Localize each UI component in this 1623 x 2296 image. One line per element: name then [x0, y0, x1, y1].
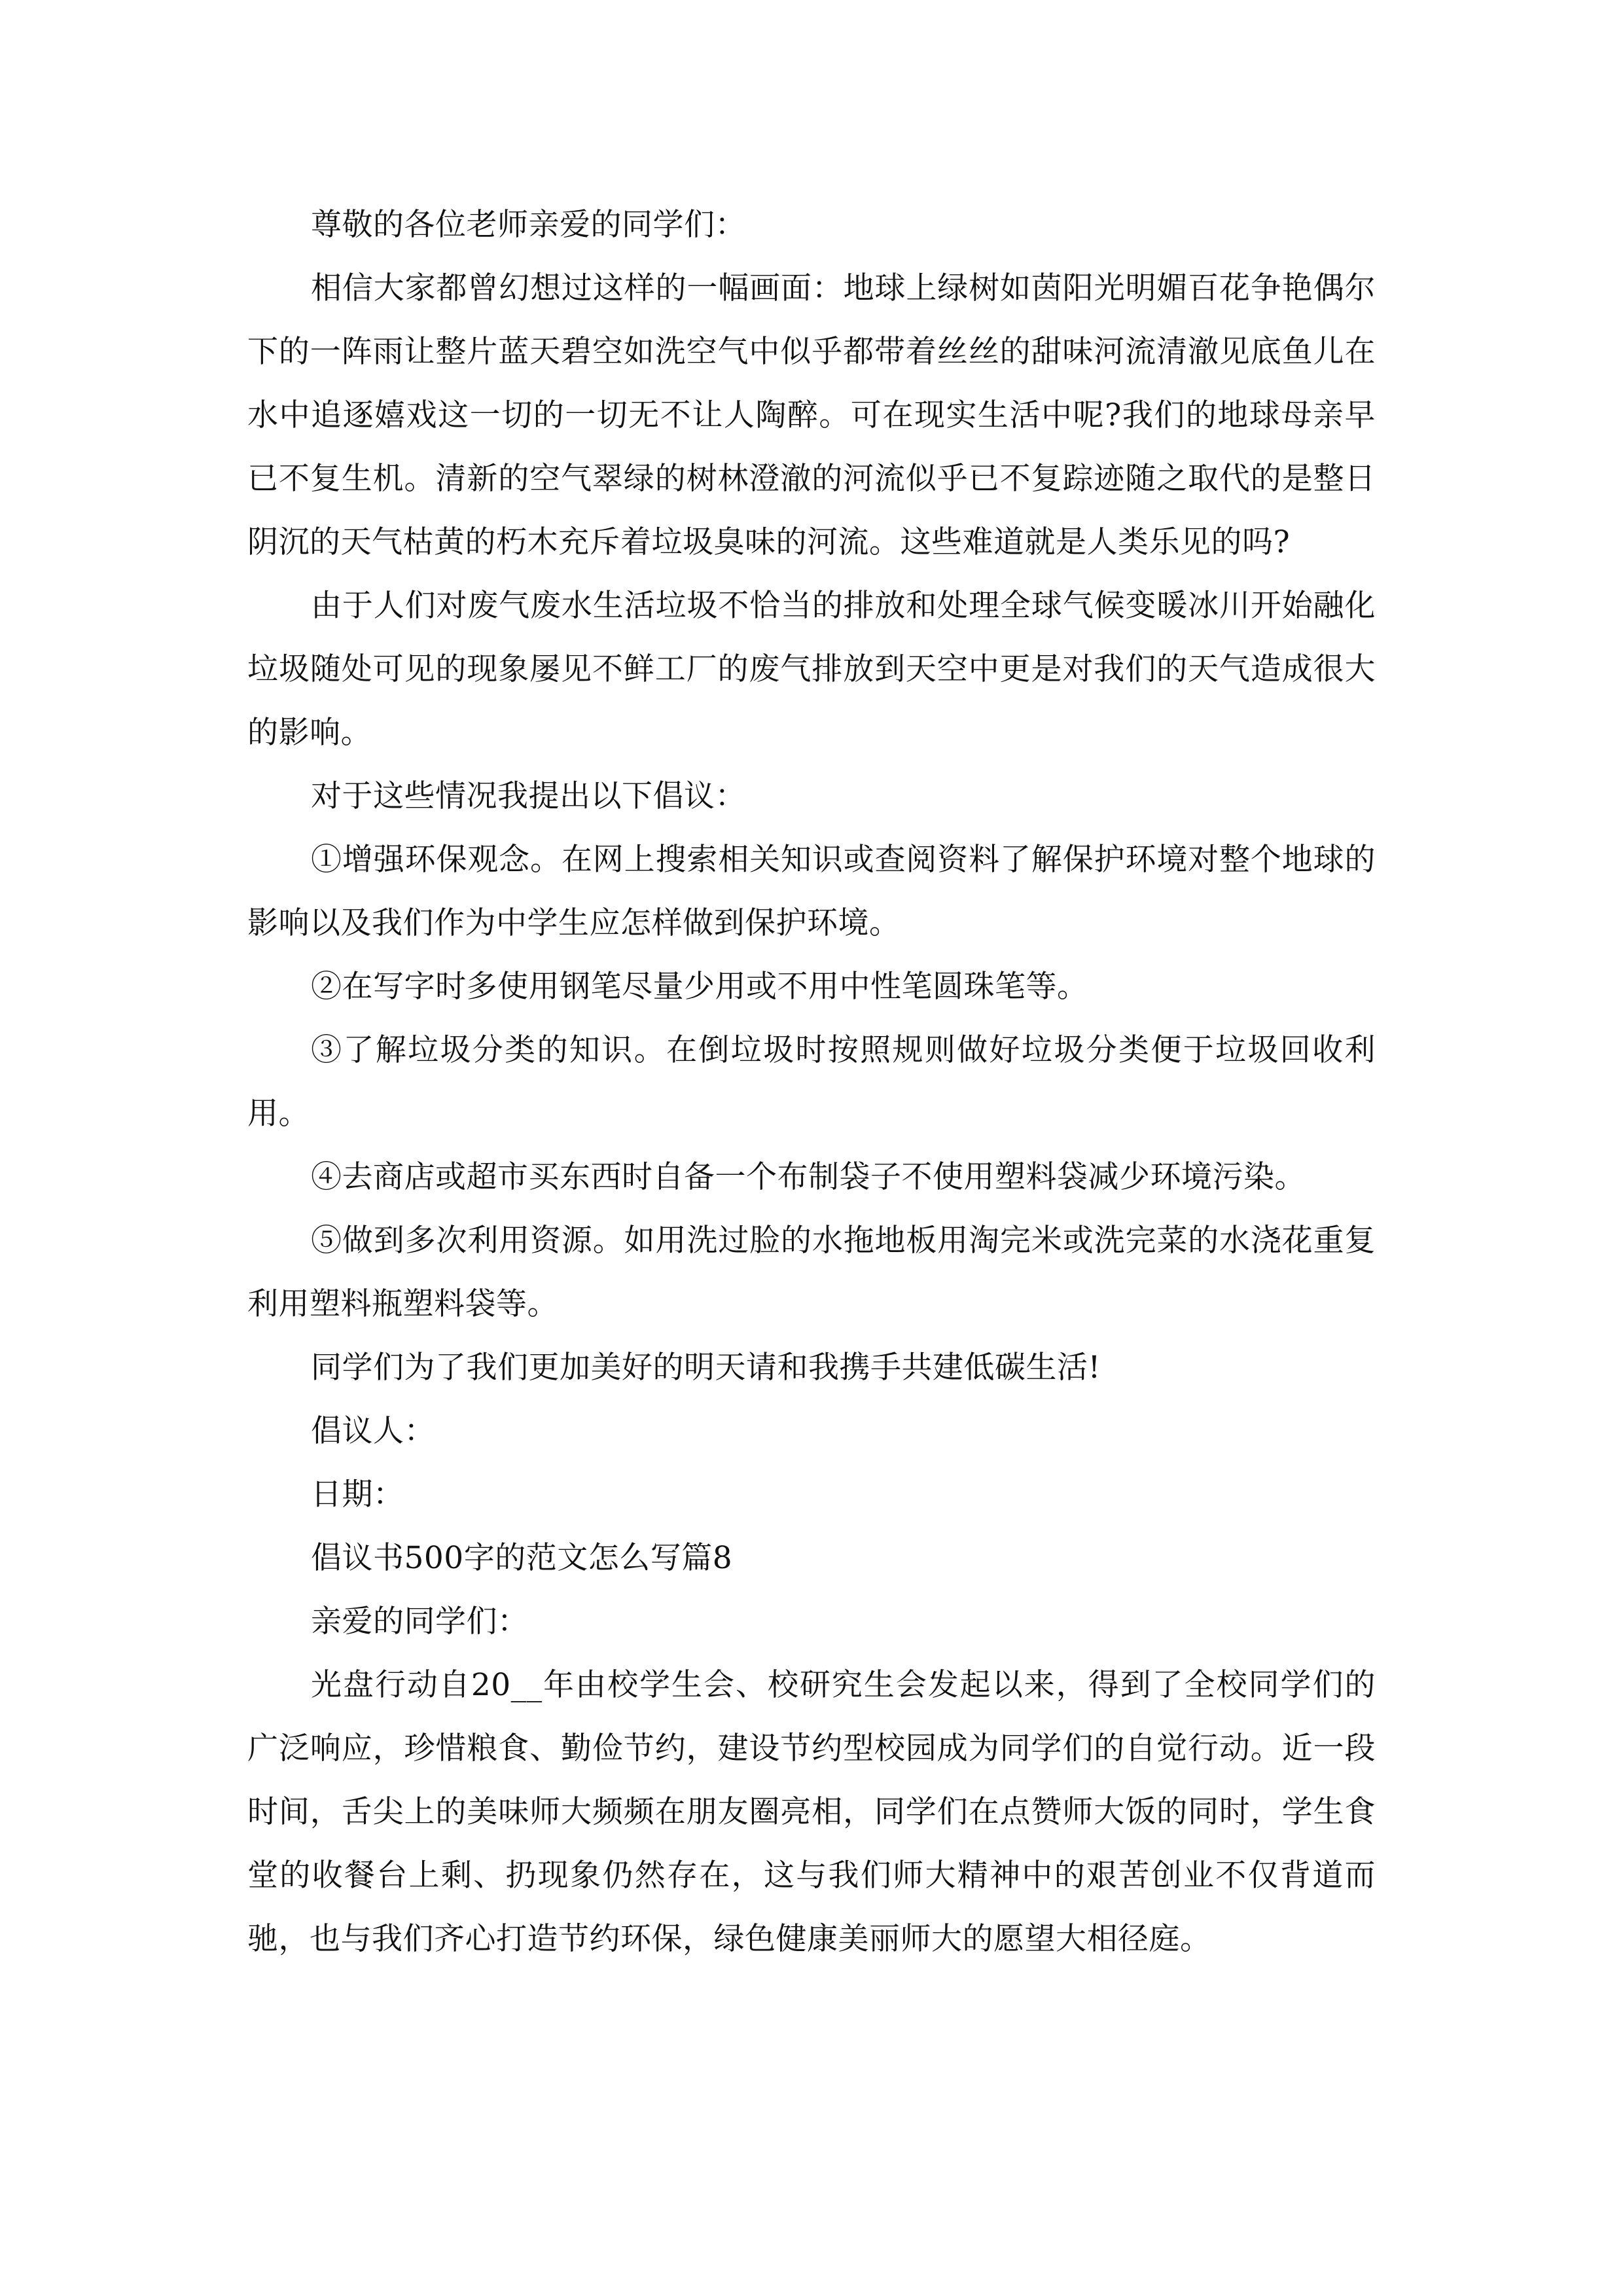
- closing-call: 同学们为了我们更加美好的明天请和我携手共建低碳生活!: [311, 1350, 1101, 1386]
- signature-proposer: 倡议人：: [311, 1413, 435, 1449]
- salutation: 尊敬的各位老师亲爱的同学们：: [311, 207, 746, 243]
- salutation-2: 亲爱的同学们：: [311, 1604, 529, 1640]
- paragraph-intro: 相信大家都曾幻想过这样的一幅画面：地球上绿树如茵阳光明媚百花争艳偶尔下的一阵雨让整片蓝天碧空如洗空气中似乎都带着丝丝的甜味河流清澈见底鱼儿在水中追逐嬉戏这一切的一切无不让人陶醉。可在现实生活中呢?我们的地球母亲早已不复生机。清新的空气翠绿的树林澄澈的河流似乎已不复踪迹随之取代的是整日阴沉的天气枯黄的朽木充斥着垃圾臭味的河流。这些难道就是人类乐见的吗?: [247, 270, 1376, 560]
- section-heading: 倡议书500字的范文怎么写篇8: [311, 1540, 733, 1576]
- proposal-item-2: ②在写字时多使用钢笔尽量少用或不用中性笔圆珠笔等。: [311, 969, 1088, 1005]
- proposal-item-3: ③了解垃圾分类的知识。在倒垃圾时按照规则做好垃圾分类便于垃圾回收利用。: [247, 1032, 1376, 1132]
- paragraph-proposal-lead: 对于这些情况我提出以下倡议：: [311, 778, 746, 814]
- document-body: [247, 193, 1376, 1971]
- proposal-item-5: ⑤做到多次利用资源。如用洗过脸的水拖地板用淘完米或洗完菜的水浇花重复利用塑料瓶塑料袋等。: [247, 1223, 1376, 1322]
- proposal-item-4: ④去商店或超市买东西时自备一个布制袋子不使用塑料袋减少环境污染。: [311, 1159, 1306, 1195]
- paragraph-causes: 由于人们对废气废水生活垃圾不恰当的排放和处理全球气候变暖冰川开始融化垃圾随处可见的现象屡见不鲜工厂的废气排放到天空中更是对我们的天气造成很大的影响。: [247, 588, 1376, 751]
- proposal-item-1: ①增强环保观念。在网上搜索相关知识或查阅资料了解保护环境对整个地球的影响以及我们作为中学生应怎样做到保护环境。: [247, 842, 1376, 941]
- paragraph-clean-plate: 光盘行动自20__年由校学生会、校研究生会发起以来，得到了全校同学们的广泛响应，珍惜粮食、勤俭节约，建设节约型校园成为同学们的自觉行动。近一段时间，舌尖上的美味师大频频在朋友圈亮相，同学们在点赞师大饭的同时，学生食堂的收餐台上剩、扔现象仍然存在，这与我们师大精神中的艰苦创业不仅背道而驰，也与我们齐心打造节约环保，绿色健康美丽师大的愿望大相径庭。: [247, 1667, 1376, 1957]
- signature-date: 日期：: [311, 1477, 404, 1513]
